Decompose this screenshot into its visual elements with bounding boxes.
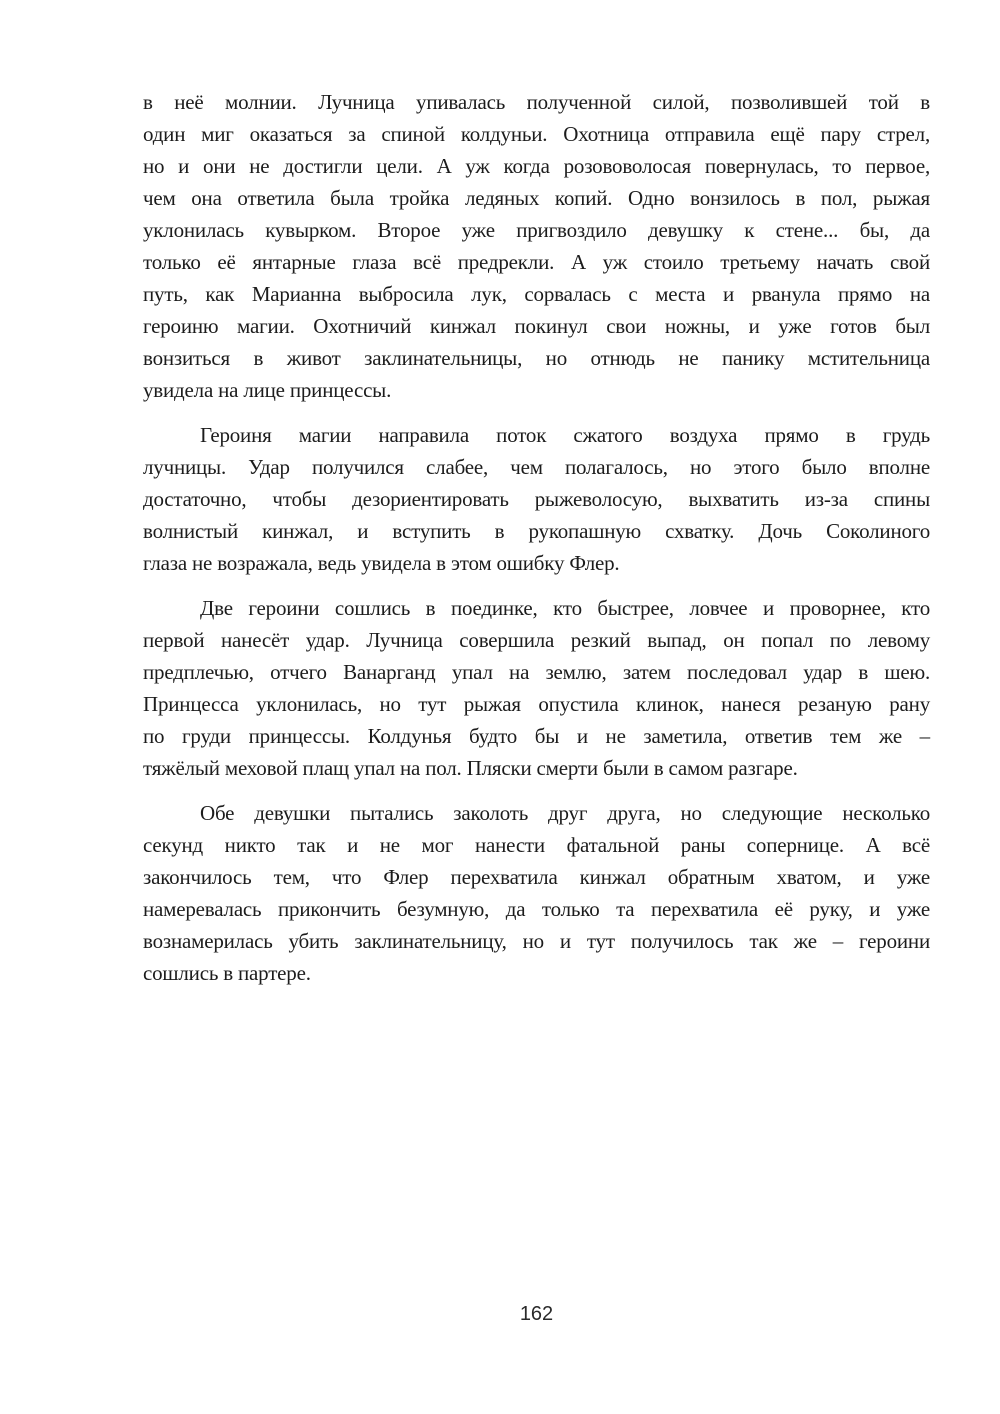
text-content [143, 86, 930, 989]
text-line: героиню магии. Охотничий кинжал покинул свои ножны, и уже готов был [143, 314, 930, 338]
text-line: путь, как Марианна выбросила лук, сорвалась с места и рванула прямо на [143, 282, 930, 306]
text-line: первой нанесёт удар. Лучница совершила резкий выпад, он попал по левому [143, 628, 930, 652]
text-line: достаточно, чтобы дезориентировать рыжеволосую, выхватить из-за спины [143, 487, 930, 511]
text-line: один миг оказаться за спиной колдуньи. Охотница отправила ещё пару стрел, [143, 122, 930, 146]
text-line: тяжёлый меховой плащ упал на пол. Пляски смерти были в самом разгаре. [143, 756, 798, 780]
text-line: уклонилась кувырком. Второе уже пригвоздило девушку к стене... бы, да [143, 218, 930, 242]
text-line: вонзиться в живот заклинательницы, но отнюдь не панику мстительница [143, 346, 930, 370]
paragraph [143, 592, 930, 784]
paragraph [143, 797, 930, 989]
text-line: намеревалась прикончить безумную, да только та перехватила её руку, и уже [143, 897, 930, 921]
text-line: Две героини сошлись в поединке, кто быстрее, ловчее и проворнее, кто [200, 596, 930, 620]
text-line: по груди принцессы. Колдунья будто бы и не заметила, ответив тем же – [143, 724, 930, 748]
text-line: в неё молнии. Лучница упивалась полученной силой, позволившей той в [143, 90, 930, 114]
text-line: волнистый кинжал, и вступить в рукопашную схватку. Дочь Соколиного [143, 519, 930, 543]
text-line: предплечью, отчего Ванарганд упал на землю, затем последовал удар в шею. [143, 660, 930, 684]
text-line: увидела на лице принцессы. [143, 378, 392, 402]
text-line: Принцесса уклонилась, но тут рыжая опустила клинок, нанеся резаную рану [143, 692, 930, 716]
text-line: вознамерилась убить заклинательницу, но и тут получилось так же – героини [143, 929, 930, 953]
text-line: глаза не возражала, ведь увидела в этом ошибку Флер. [143, 551, 620, 575]
text-line: только её янтарные глаза всё предрекли. А уж стоило третьему начать свой [143, 250, 930, 274]
text-line: чем она ответила была тройка ледяных копий. Одно вонзилось в пол, рыжая [143, 186, 930, 210]
text-line: лучницы. Удар получился слабее, чем полагалось, но этого было вполне [143, 455, 930, 479]
text-line: сошлись в партере. [143, 961, 311, 985]
text-line: но и они не достигли цели. А уж когда розововолосая повернулась, то первое, [143, 154, 930, 178]
paragraph [143, 419, 930, 579]
page-footer [143, 1303, 930, 1326]
text-line: Обе девушки пытались заколоть друг друга, но следующие несколько [200, 801, 930, 825]
text-line: закончилось тем, что Флер перехватила кинжал обратным хватом, и уже [143, 865, 930, 889]
paragraph [143, 86, 930, 406]
text-line: секунд никто так и не мог нанести фатальной раны сопернице. А всё [143, 833, 930, 857]
text-line: Героиня магии направила поток сжатого воздуха прямо в грудь [200, 423, 930, 447]
page-number: 162 [519, 1303, 554, 1325]
